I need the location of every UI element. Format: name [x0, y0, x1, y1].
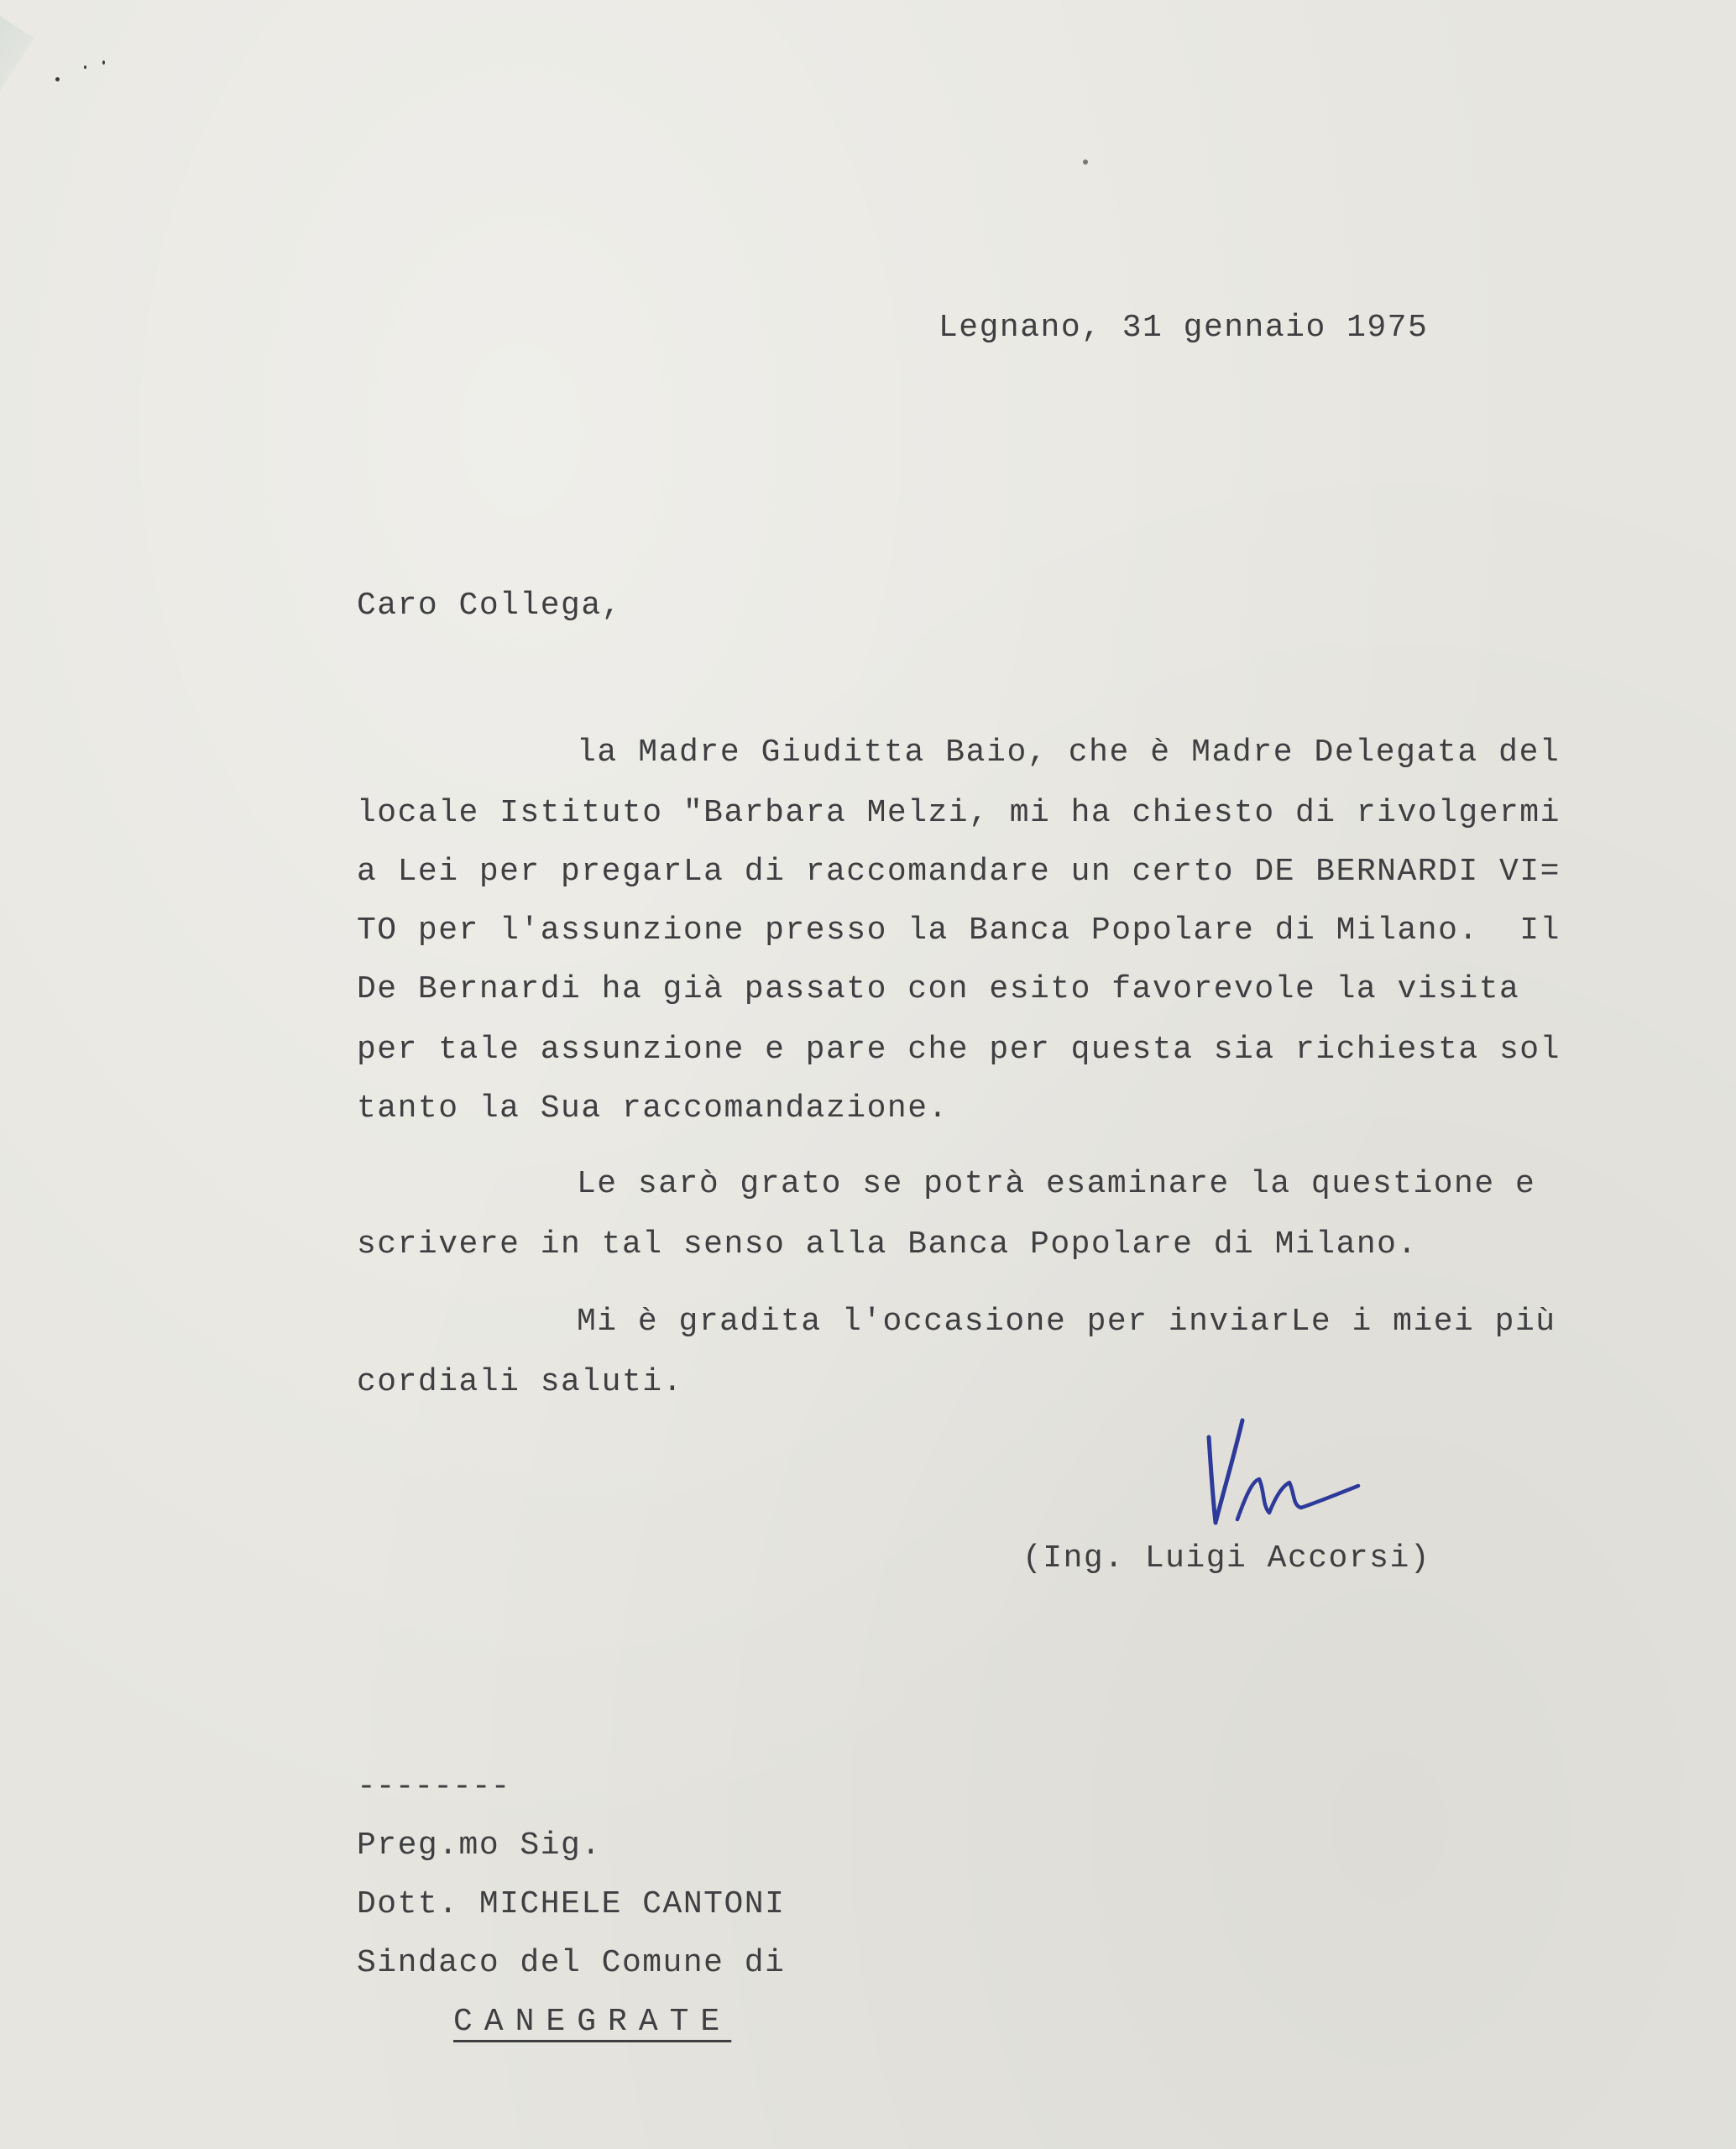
- body-line: Le sarò grato se potrà esaminare la questione e: [577, 1166, 1536, 1202]
- body-line: TO per l'assunzione presso la Banca Popolare di Milano. Il: [357, 912, 1561, 949]
- signatory-name: (Ing. Luigi Accorsi): [1022, 1540, 1431, 1576]
- body-line: per tale assunzione e pare che per questa sia richiesta sol: [357, 1032, 1561, 1068]
- body-line: Mi è gradita l'occasione per inviarLe i miei più: [577, 1304, 1556, 1340]
- tape-strip: [0, 0, 34, 362]
- body-line: a Lei per pregarLa di raccomandare un certo DE BERNARDI VI=: [357, 854, 1561, 890]
- addressee-town: CANEGRATE: [453, 2004, 732, 2040]
- body-line: locale Istituto "Barbara Melzi, mi ha chiesto di rivolgermi: [357, 795, 1561, 831]
- body-line: scrivere in tal senso alla Banca Popolare di Milano.: [357, 1226, 1418, 1263]
- handwritten-signature: [1199, 1412, 1367, 1538]
- ink-speck: [84, 65, 86, 69]
- addressee-line: Preg.mo Sig.: [357, 1827, 602, 1864]
- body-line: De Bernardi ha già passato con esito favorevole la visita: [357, 971, 1520, 1007]
- addressee-line: Sindaco del Comune di: [357, 1945, 786, 1981]
- separator-rule: --------: [357, 1769, 510, 1805]
- letter-date: Legnano, 31 gennaio 1975: [939, 310, 1429, 346]
- body-line: tanto la Sua raccomandazione.: [357, 1090, 949, 1127]
- body-line: cordiali saluti.: [357, 1364, 683, 1400]
- addressee-line: Dott. MICHELE CANTONI: [357, 1886, 786, 1922]
- ink-speck: [1083, 159, 1088, 165]
- ink-speck: [102, 60, 105, 65]
- ink-speck: [55, 77, 60, 81]
- body-line: la Madre Giuditta Baio, che è Madre Delegata del: [577, 735, 1561, 771]
- letter-salutation: Caro Collega,: [357, 588, 622, 624]
